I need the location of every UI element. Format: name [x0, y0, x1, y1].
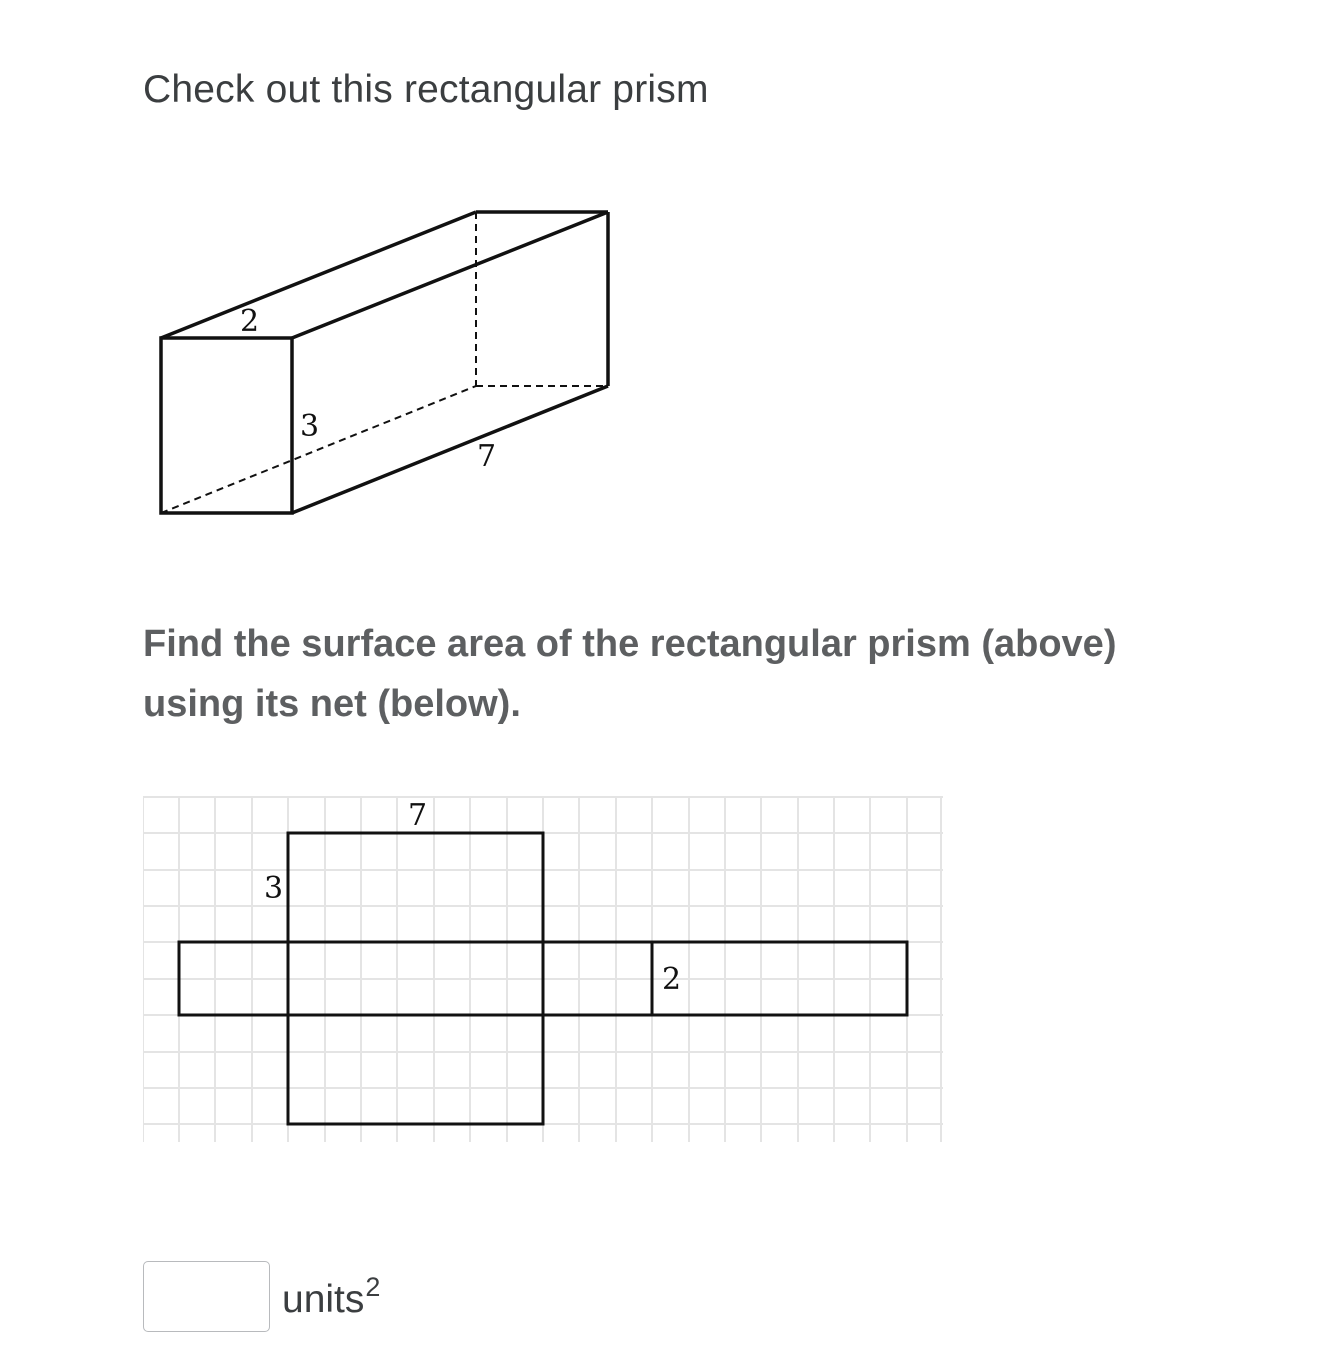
prism-bottom-right-edge [292, 386, 608, 513]
prism-net-figure [143, 795, 943, 1145]
unit-text: units [282, 1277, 365, 1321]
question-text: Find the surface area of the rectangular prism (above) using its net (below). [143, 623, 1117, 725]
prism-height-label: 3 [300, 409, 320, 444]
prism-front-face [161, 338, 292, 513]
answer-input[interactable] [143, 1261, 270, 1332]
net-top-label: 7 [408, 798, 428, 833]
unit-label [282, 1272, 380, 1322]
prism-depth-label: 2 [240, 304, 260, 339]
prism-top-right-edge [292, 212, 608, 338]
net-face-top [288, 833, 543, 942]
intro-text: Check out this rectangular prism [143, 68, 709, 111]
rectangular-prism-figure [140, 195, 620, 525]
net-side-label: 3 [264, 871, 284, 906]
net-face-bottom [288, 1015, 543, 1124]
net-face-label: 2 [662, 962, 682, 997]
answer-row [143, 1261, 380, 1332]
prism-length-label: 7 [477, 439, 497, 474]
unit-exponent: 2 [365, 1271, 381, 1302]
prism-top-left-edge [161, 212, 476, 338]
hidden-edge-diagonal [161, 386, 476, 513]
